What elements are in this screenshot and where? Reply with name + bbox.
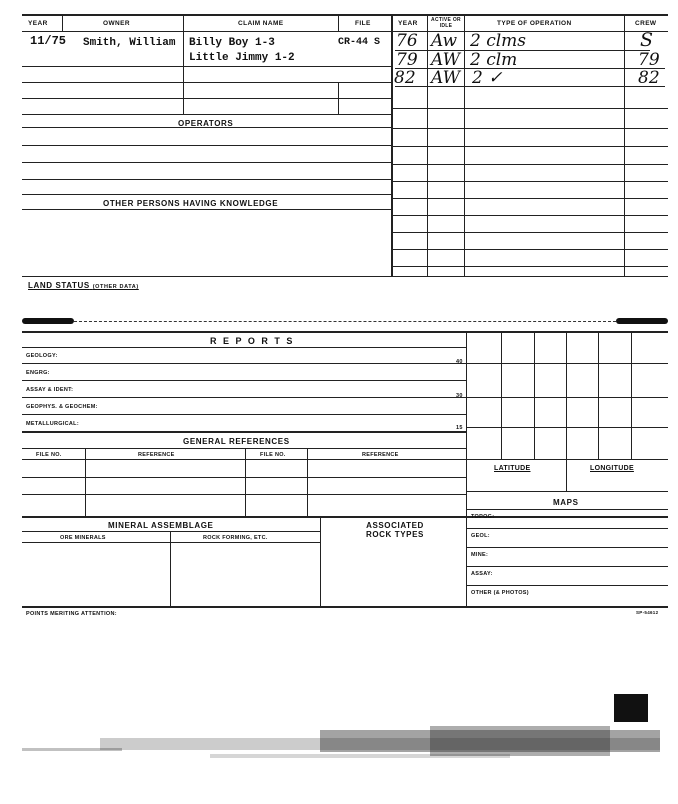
latitude-label: LATITUDE: [494, 465, 531, 472]
divider: [466, 516, 467, 606]
bottom-border: [22, 606, 668, 608]
divider: [245, 448, 246, 516]
row-line: [22, 162, 391, 163]
associated-rock-types: ASSOCIATED ROCK TYPES: [365, 521, 424, 539]
grid-h: [466, 547, 668, 548]
map-topog: TOPOG:: [471, 514, 495, 520]
row-line: [22, 179, 391, 180]
op-1-crew: S: [640, 29, 654, 51]
report-assay: ASSAY & IDENT:: [26, 387, 74, 393]
section-line: [22, 276, 668, 277]
grid-line: [391, 108, 668, 109]
divider: [464, 14, 465, 276]
op-row-line: [395, 68, 665, 69]
grid-v: [534, 331, 535, 459]
report-engrg: ENGRG:: [26, 370, 50, 376]
row-line: [22, 98, 391, 99]
divider: [427, 14, 428, 276]
grid-h: [466, 363, 668, 364]
op-2-status: AW: [431, 50, 461, 70]
header-claim-name: CLAIM NAME: [238, 20, 284, 27]
reports-line: [22, 347, 466, 348]
op-3-year: 82: [394, 68, 416, 88]
grid-v: [501, 331, 502, 459]
record-file: CR-44 S: [338, 37, 381, 48]
op-2-year: 79: [396, 50, 418, 70]
grid-h: [466, 566, 668, 567]
scan-artifact-block: [614, 694, 648, 722]
row-line: [22, 380, 466, 381]
grid-line: [391, 232, 668, 233]
scan-noise: [22, 748, 122, 751]
grid-line: [391, 198, 668, 199]
op-3-status: AW: [431, 68, 461, 88]
row-line: [22, 494, 466, 495]
grid-h: [466, 427, 668, 428]
record-claim-2: Little Jimmy 1-2: [189, 52, 295, 64]
other-persons-title: OTHER PERSONS HAVING KNOWLEDGE: [103, 199, 279, 208]
header-active-or-idle: ACTIVE OR IDLE: [431, 17, 461, 29]
grid-v: [631, 331, 632, 459]
map-assay: ASSAY:: [471, 571, 493, 577]
row-line: [22, 459, 466, 460]
general-references-title: GENERAL REFERENCES: [183, 437, 290, 446]
rock-forming-label: ROCK FORMING, ETC.: [203, 535, 268, 541]
land-status-title: LAND STATUS (OTHER DATA): [28, 281, 139, 290]
op-row-line: [395, 50, 650, 51]
row-line: [22, 397, 466, 398]
other-persons-line: [22, 209, 391, 210]
divider: [320, 516, 321, 606]
mineral-assemblage-title: MINERAL ASSEMBLAGE: [108, 521, 214, 530]
report-geophys: GEOPHYS. & GEOCHEM:: [26, 404, 98, 410]
map-geol: GEOL:: [471, 533, 490, 539]
ref-header-reference-2: REFERENCE: [362, 452, 399, 458]
redaction-bar: [22, 318, 74, 324]
op-1-type: 2 clms: [470, 31, 527, 51]
ref-header-reference: REFERENCE: [138, 452, 175, 458]
section-line: [22, 516, 668, 518]
row-line: [22, 363, 466, 364]
grid-line: [391, 146, 668, 147]
grid-h: [466, 397, 668, 398]
header-year: YEAR: [28, 20, 48, 27]
scan-noise: [430, 726, 610, 756]
report-geology: GEOLOGY:: [26, 353, 58, 359]
report-num-15: 15: [456, 425, 463, 431]
form-number: SP-54612: [636, 610, 659, 615]
points-meriting-attention: POINTS MERITING ATTENTION:: [26, 611, 117, 617]
top-border: [22, 14, 668, 16]
divider: [391, 14, 393, 276]
ref-header-file-no-2: FILE NO.: [260, 452, 286, 458]
row-line: [22, 114, 391, 115]
row-line: [22, 145, 391, 146]
op-1-status: Aw: [431, 31, 458, 51]
maps-title: MAPS: [553, 498, 579, 507]
divider: [338, 14, 339, 31]
row-line: [22, 66, 391, 67]
divider: [62, 14, 63, 31]
grid-h: [466, 528, 668, 529]
grid-h: [466, 491, 668, 492]
grid-h: [466, 585, 668, 586]
grid-h: [466, 459, 668, 460]
grid-line: [391, 181, 668, 182]
longitude-label: LONGITUDE: [590, 465, 634, 472]
ore-minerals-label: ORE MINERALS: [60, 535, 106, 541]
header-year-2: YEAR: [398, 20, 418, 27]
grid-line: [391, 215, 668, 216]
grid-line: [391, 128, 668, 129]
divider: [183, 14, 184, 114]
divider: [307, 448, 308, 516]
grid-v: [566, 331, 567, 491]
header-type-of-operation: TYPE OF OPERATION: [497, 20, 572, 27]
row-line: [22, 431, 466, 433]
section-line: [22, 331, 668, 333]
row-line: [22, 542, 320, 543]
row-line: [22, 82, 391, 83]
row-line: [22, 448, 466, 449]
report-num-40: 40: [456, 359, 463, 365]
op-1-year: 76: [396, 31, 418, 51]
map-other: OTHER (& PHOTOS): [471, 590, 529, 596]
grid-line: [391, 266, 668, 267]
row-line: [22, 194, 391, 195]
row-line: [22, 477, 466, 478]
land-status-line: [74, 321, 616, 322]
grid-line: [391, 249, 668, 250]
map-mine: MINE:: [471, 552, 489, 558]
row-line: [22, 414, 466, 415]
op-2-crew: 79: [638, 50, 660, 70]
op-2-type: 2 clm: [470, 50, 518, 70]
grid-line: [391, 164, 668, 165]
record-year: 11/75: [30, 34, 67, 48]
header-file: FILE: [355, 20, 371, 27]
op-3-crew: 82: [638, 68, 660, 88]
reports-title: R E P O R T S: [210, 336, 295, 346]
header-crew: CREW: [635, 20, 657, 27]
grid-v: [598, 331, 599, 459]
op-3-type: 2 ✓: [472, 68, 503, 88]
header-owner: OWNER: [103, 20, 130, 27]
report-metallurgical: METALLURGICAL:: [26, 421, 79, 427]
scan-noise: [210, 754, 510, 758]
divider: [85, 448, 86, 516]
op-row-line: [395, 86, 665, 87]
row-line: [22, 531, 320, 532]
redaction-bar: [616, 318, 668, 324]
header-bottom-line: [22, 31, 668, 32]
record-owner: Smith, William: [83, 37, 176, 49]
divider: [466, 331, 467, 517]
grid-h: [466, 509, 668, 510]
operators-title: OPERATORS: [178, 119, 234, 128]
ref-header-file-no: FILE NO.: [36, 452, 62, 458]
record-claim-1: Billy Boy 1-3: [189, 37, 275, 49]
divider: [170, 531, 171, 606]
report-num-30: 30: [456, 393, 463, 399]
divider: [624, 14, 625, 276]
